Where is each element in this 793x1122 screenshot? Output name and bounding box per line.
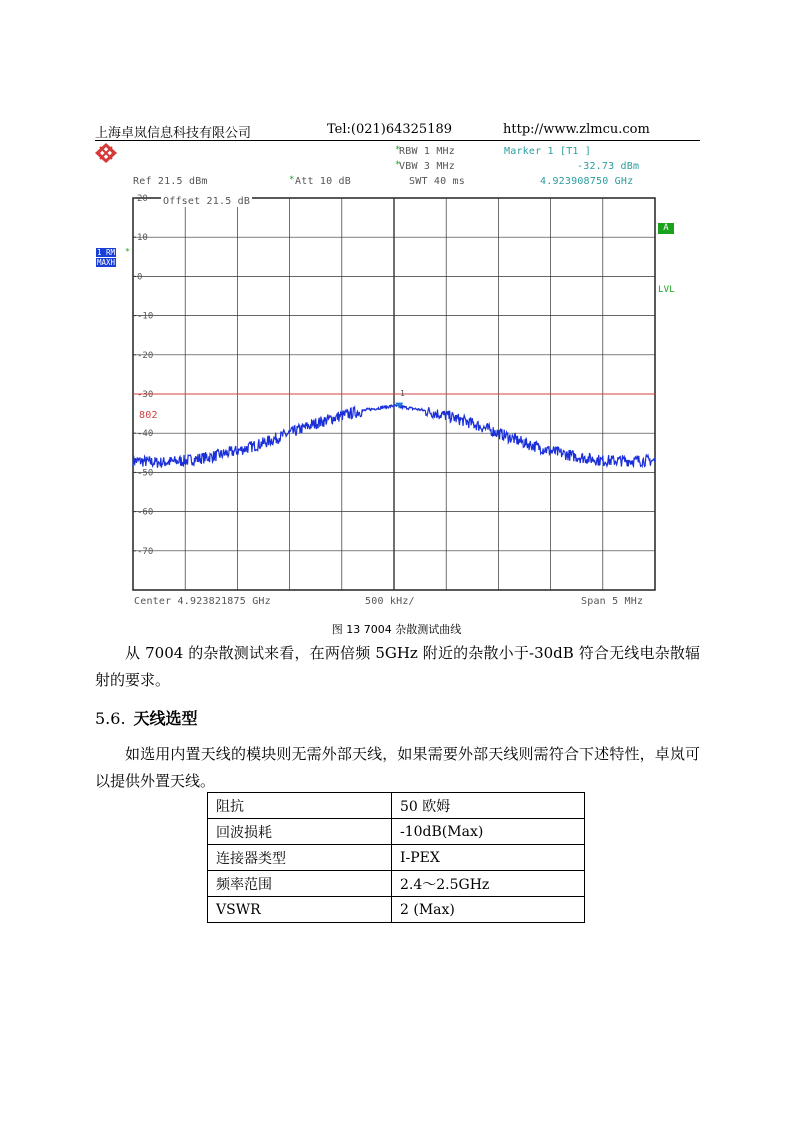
spec-name-cell: 连接器类型	[208, 845, 392, 871]
spec-name-cell: 阻抗	[208, 793, 392, 819]
limit-line-label: 802	[139, 410, 158, 421]
spec-value-cell: -10dB(Max)	[392, 819, 585, 845]
paragraph-spurious-result: 从 7004 的杂散测试来看，在两倍频 5GHz 附近的杂散小于-30dB 符合无线电杂散辐射的要求。	[95, 644, 700, 689]
spec-name-cell: 回波损耗	[208, 819, 392, 845]
spec-value-cell: 2 (Max)	[392, 897, 585, 923]
trace-badge-rm: 1 RM	[97, 248, 116, 257]
y-tick-label: -20	[137, 350, 154, 361]
center-frequency: Center 4.923821875 GHz	[134, 596, 271, 607]
swt-setting: SWT 40 ms	[409, 176, 465, 187]
vbw-setting: VBW 3 MHz	[399, 161, 455, 172]
figure-caption: 图 13 7004 杂散测试曲线	[331, 623, 462, 636]
ref-level: Ref 21.5 dBm	[133, 176, 208, 187]
table-row	[208, 897, 585, 923]
trace-badge-maxh: MAXH	[97, 258, 116, 267]
rs-logo-icon	[95, 143, 117, 163]
spec-name-cell: VSWR	[208, 897, 392, 923]
a-indicator: A	[658, 223, 674, 234]
y-tick-label: 20	[137, 194, 148, 204]
attenuation: Att 10 dB	[295, 176, 351, 187]
table-row	[208, 871, 585, 897]
vbw-star-icon: *	[395, 160, 401, 170]
marker-number: 1	[400, 389, 406, 398]
header-url: http://www.zlmcu.com	[503, 122, 650, 137]
att-star-icon: *	[289, 175, 295, 185]
page-header	[95, 120, 700, 141]
lvl-indicator: LVL	[658, 285, 675, 295]
spec-name-cell: 频率范围	[208, 871, 392, 897]
y-tick-label: 10	[137, 233, 148, 244]
table-row	[208, 819, 585, 845]
y-tick-labels	[133, 194, 153, 557]
offset-label: Offset 21.5 dB	[163, 196, 251, 207]
marker-level: -32.73 dBm	[577, 161, 640, 172]
y-tick-label: 0	[137, 272, 143, 283]
spectrum-plot	[93, 140, 683, 610]
header-company: 上海卓岚信息科技有限公司	[95, 126, 252, 141]
header-tel: Tel:(021)64325189	[327, 122, 453, 137]
table-row	[208, 793, 585, 819]
y-tick-label: -40	[137, 429, 154, 440]
section-title: 天线选型	[133, 709, 198, 728]
table-row	[208, 845, 585, 871]
span-per-division: 500 kHz/	[365, 596, 415, 607]
y-tick-label: -10	[137, 311, 154, 322]
section-number: 5.6.	[95, 709, 126, 728]
marker-title: Marker 1 [T1 ]	[504, 146, 592, 157]
spec-value-cell: 50 欧姆	[392, 793, 585, 819]
spectrum-analyzer-screenshot	[93, 140, 683, 610]
rbw-setting: RBW 1 MHz	[399, 146, 455, 157]
y-tick-label: -30	[137, 390, 154, 400]
span: Span 5 MHz	[581, 596, 644, 607]
y-tick-label: -50	[137, 468, 154, 479]
marker-frequency: 4.923908750 GHz	[540, 176, 634, 187]
y-tick-label: -60	[137, 507, 154, 518]
antenna-spec-table	[207, 792, 585, 923]
spec-value-cell: I-PEX	[392, 845, 585, 871]
rbw-star-icon: *	[395, 145, 401, 155]
y-tick-label: -70	[137, 546, 154, 557]
paragraph-antenna-intro: 如选用内置天线的模块则无需外部天线，如果需要外部天线则需符合下述特性，卓岚可以提供外置天线。	[95, 745, 700, 790]
section-heading	[95, 706, 198, 729]
spec-value-cell: 2.4～2.5GHz	[392, 871, 585, 897]
trace-star-icon: *	[125, 247, 131, 256]
